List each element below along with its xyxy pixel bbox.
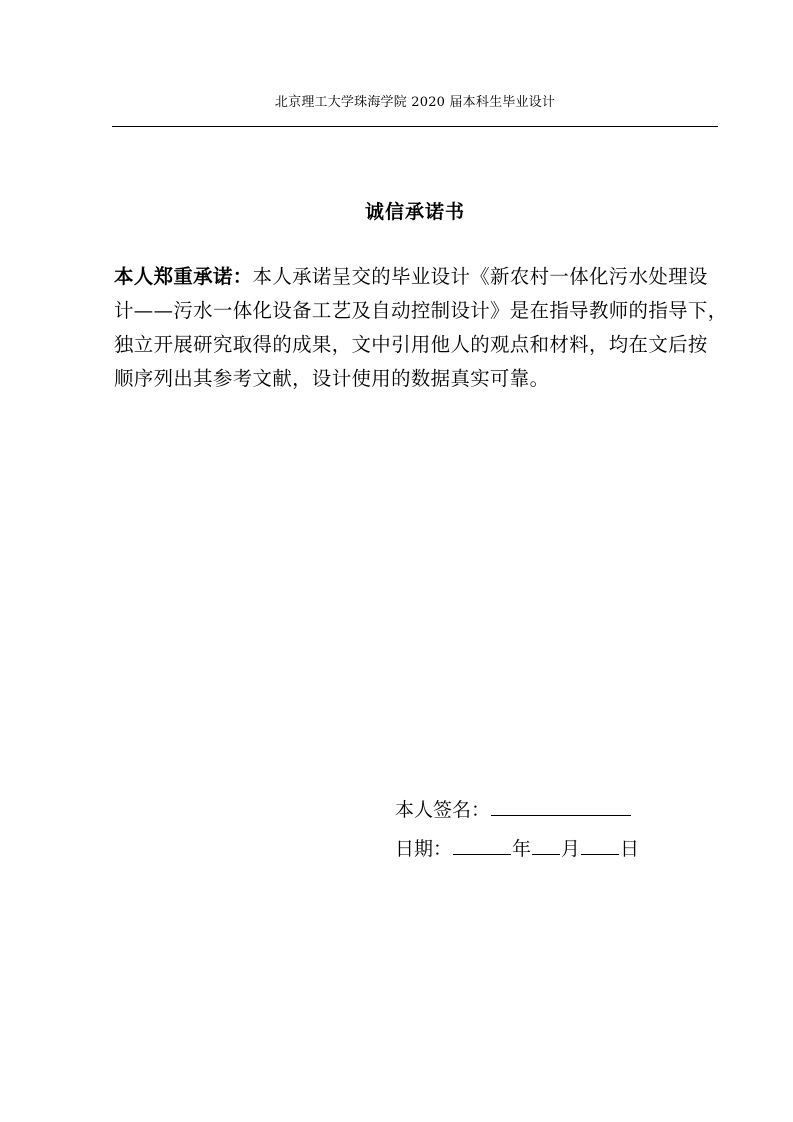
- signature-name-row: [395, 797, 632, 823]
- date-month-label: 月: [561, 838, 581, 860]
- page-title: 诚信承诺书: [364, 201, 465, 223]
- date-year-blank[interactable]: [453, 836, 511, 855]
- statement-line-1: [114, 260, 718, 294]
- statement-line-2: 计——污水一体化设备工艺及自动控制设计》是在指导教师的指导下，: [114, 299, 728, 322]
- statement-line-4: 顺序列出其参考文献，设计使用的数据真实可靠。: [114, 367, 550, 390]
- statement-line-3: 独立开展研究取得的成果，文中引用他人的观点和材料，均在文后按: [114, 333, 708, 356]
- statement-body: [114, 260, 728, 396]
- header-rule: [112, 126, 718, 127]
- date-day-blank[interactable]: [581, 836, 619, 855]
- date-day-label: 日: [620, 838, 640, 860]
- signature-date-label: 日期：: [395, 838, 453, 860]
- date-month-blank[interactable]: [532, 836, 560, 855]
- signature-date-row: [395, 836, 639, 862]
- signature-name-label: 本人签名：: [395, 799, 491, 821]
- signature-name-blank[interactable]: [491, 797, 631, 816]
- page-header: 北京理工大学珠海学院 2020 届本科生毕业设计: [274, 95, 556, 110]
- statement-text-1: 本人承诺呈交的毕业设计《新农村一体化污水处理设: [252, 265, 708, 288]
- date-year-label: 年: [512, 838, 532, 860]
- statement-lead: 本人郑重承诺：: [114, 265, 253, 288]
